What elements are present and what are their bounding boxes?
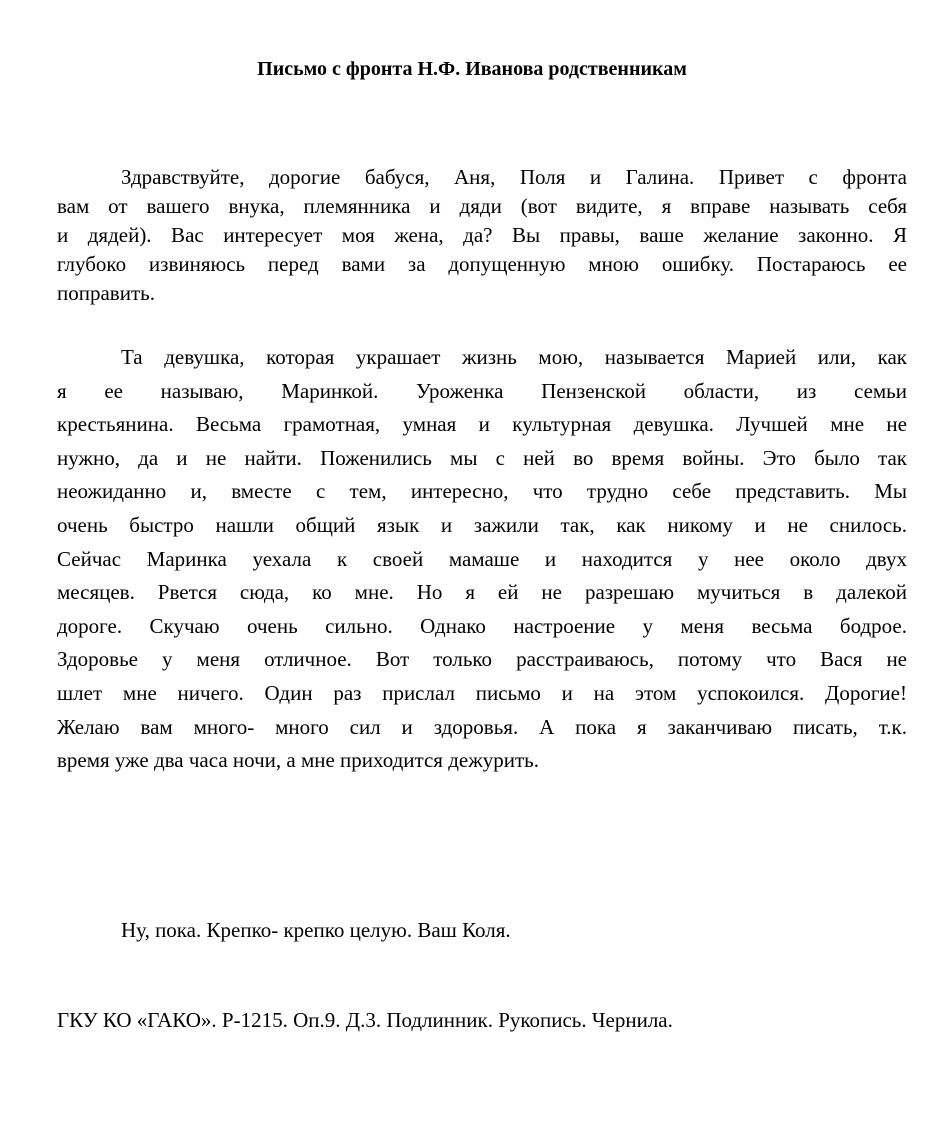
text-line: неожиданно и, вместе с тем, интересно, что трудно себе представить. Мы	[57, 479, 907, 504]
paragraph-wife	[57, 341, 907, 778]
text-line: поправить.	[57, 281, 155, 305]
archive-reference: ГКУ КО «ГАКО». Р-1215. Оп.9. Д.3. Подлинник. Рукопись. Чернила.	[57, 1008, 673, 1032]
text-line: очень быстро нашли общий язык и зажили так, как никому и не снилось.	[57, 512, 907, 537]
paragraph-closing	[57, 915, 907, 945]
text-line: Желаю вам много- много сил и здоровья. А пока я заканчиваю писать, т.к.	[57, 714, 907, 739]
text-line: шлет мне ничего. Один раз прислал письмо и на этом успокоился. Дорогие!	[57, 680, 907, 705]
text-line: дороге. Скучаю очень сильно. Однако настроение у меня весьма бодрое.	[57, 613, 907, 638]
text-line: время уже два часа ночи, а мне приходится дежурить.	[57, 748, 539, 773]
text-line: и дядей). Вас интересует моя жена, да? Вы правы, ваше желание законно. Я	[57, 223, 907, 247]
text-line: Ну, пока. Крепко- крепко целую. Ваш Коля.	[121, 918, 511, 942]
text-line: месяцев. Рвется сюда, ко мне. Но я ей не разрешаю мучиться в далекой	[57, 580, 907, 605]
text-line: Сейчас Маринка уехала к своей мамаше и находится у нее около двух	[57, 546, 907, 571]
text-line: Здоровье у меня отличное. Вот только расстраиваюсь, потому что Вася не	[57, 647, 907, 672]
text-line: Та девушка, которая украшает жизнь мою, называется Марией или, как	[121, 345, 907, 369]
text-line: крестьянина. Весьма грамотная, умная и культурная девушка. Лучшей мне не	[57, 412, 907, 437]
text-line: нужно, да и не найти. Поженились мы с ней во время войны. Это было так	[57, 445, 907, 470]
document-title: Письмо с фронта Н.Ф. Иванова родственникам	[257, 58, 687, 80]
text-line: я ее называю, Маринкой. Уроженка Пензенской области, из семьи	[57, 378, 907, 403]
text-line: Здравствуйте, дорогие бабуся, Аня, Поля и Галина. Привет с фронта	[121, 165, 907, 189]
paragraph-greeting	[57, 163, 907, 308]
text-line: глубоко извиняюсь перед вами за допущенную мною ошибку. Постараюсь ее	[57, 252, 907, 276]
text-line: вам от вашего внука, племянника и дяди (вот видите, я вправе называть себя	[57, 194, 907, 218]
